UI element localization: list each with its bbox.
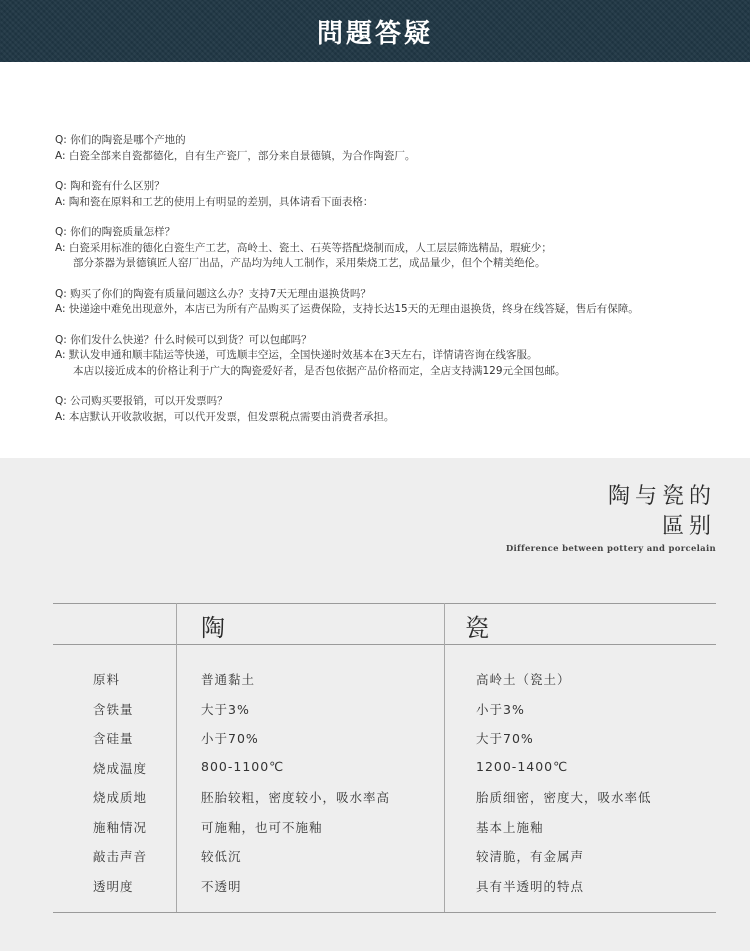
faq-question: Q: 你们的陶瓷质量怎样？	[55, 226, 176, 238]
pottery-value: 800-1100℃	[201, 758, 285, 774]
pottery-value: 小于70%	[201, 731, 259, 746]
faq-answer: A: 快递途中难免出现意外，本店已为所有产品购买了运费保险，支持长达15天的无理由退换货，终身在线答疑，售后有保障。	[55, 303, 639, 315]
pottery-value: 普通黏土	[201, 672, 256, 687]
pottery-value: 胚胎较粗，密度较小，吸水率高	[201, 790, 391, 805]
pottery-value: 可施釉，也可不施釉	[201, 819, 323, 835]
faq-answer: A: 默认发申通和顺丰陆运等快递，可选顺丰空运，全国快递时效基本在3天左右，详情请咨询在线客服。	[55, 349, 538, 361]
porcelain-value: 具有半透明的特点	[476, 878, 585, 894]
faq-question: Q: 你们的陶瓷是哪个产地的	[55, 134, 186, 146]
faq-answer: A: 本店默认开收款收据，可以代开发票，但发票税点需要由消费者承担。	[55, 410, 395, 423]
header-banner	[0, 0, 750, 62]
comparison-title-line2: 區别	[661, 514, 716, 539]
faq-answer: A: 白瓷全部来自瓷都德化，自有生产瓷厂，部分来自景德镇，为合作陶瓷厂。	[55, 149, 416, 162]
faq-question: Q: 陶和瓷有什么区别？	[55, 180, 165, 192]
faq-answer: A: 白瓷采用标准的德化白瓷生产工艺，高岭土、瓷土、石英等搭配烧制而成，人工层层筛选精品，瑕疵少；	[55, 241, 552, 254]
porcelain-value: 胎质细密，密度大，吸水率低	[476, 790, 652, 805]
comparison-title-line1: 陶与瓷的	[607, 484, 716, 509]
row-attribute: 施釉情况	[93, 819, 148, 835]
porcelain-value: 小于3%	[476, 701, 525, 717]
faq-item	[55, 133, 695, 164]
faq-answer-continued: 部分茶器为景德镇匠人窑厂出品，产品均为纯人工制作，采用柴烧工艺，成品量少，但个个精美绝伦。	[73, 257, 546, 269]
faq-question: Q: 购买了你们的陶瓷有质量问题这么办？支持7天无理由退换货吗？	[55, 287, 371, 300]
table-row	[0, 729, 750, 759]
comparison-title	[608, 482, 716, 542]
row-attribute: 含硅量	[93, 731, 134, 746]
row-attribute: 透明度	[93, 878, 134, 894]
row-attribute: 原料	[93, 672, 121, 687]
porcelain-value: 大于70%	[476, 731, 534, 746]
table-row	[0, 670, 750, 700]
pottery-value: 较低沉	[201, 849, 242, 864]
faq-section	[55, 133, 695, 440]
row-attribute: 烧成温度	[93, 760, 148, 776]
row-attribute: 敲击声音	[93, 849, 148, 864]
column-header-porcelain: 瓷	[465, 614, 489, 642]
porcelain-value: 高岭土（瓷土）	[476, 672, 571, 687]
porcelain-value: 基本上施釉	[476, 819, 544, 835]
table-bottom-rule	[53, 912, 716, 913]
comparison-table-body	[0, 670, 750, 906]
pottery-value: 大于3%	[201, 701, 250, 717]
table-row	[0, 759, 750, 789]
page-title: 問題答疑	[316, 18, 433, 49]
column-header-pottery: 陶	[201, 614, 225, 642]
faq-question: Q: 公司购买要报销，可以开发票吗？	[55, 395, 228, 407]
row-attribute: 烧成质地	[93, 790, 148, 805]
faq-answer: A: 陶和瓷在原料和工艺的使用上有明显的差别，具体请看下面表格：	[55, 195, 374, 208]
table-row	[0, 818, 750, 848]
table-row	[0, 700, 750, 730]
comparison-subtitle: Difference between pottery and porcelain	[505, 544, 716, 554]
faq-item	[55, 225, 695, 272]
pottery-value: 不透明	[201, 878, 242, 894]
faq-answer-continued: 本店以接近成本的价格让利于广大的陶瓷爱好者，是否包依据产品价格而定，全店支持满129元全国包邮。	[73, 364, 566, 377]
table-row	[0, 847, 750, 877]
row-attribute: 含铁量	[93, 701, 134, 717]
table-top-rule	[53, 603, 716, 604]
table-header-rule	[53, 644, 716, 645]
faq-item	[55, 333, 695, 380]
table-row	[0, 877, 750, 907]
porcelain-value: 较清脆，有金属声	[476, 849, 585, 864]
comparison-section	[0, 458, 750, 951]
faq-item	[55, 394, 695, 425]
porcelain-value: 1200-1400℃	[476, 758, 569, 774]
faq-item	[55, 287, 695, 318]
faq-question: Q: 你们发什么快递？什么时候可以到货？可以包邮吗？	[55, 333, 312, 346]
faq-item	[55, 179, 695, 210]
table-row	[0, 788, 750, 818]
